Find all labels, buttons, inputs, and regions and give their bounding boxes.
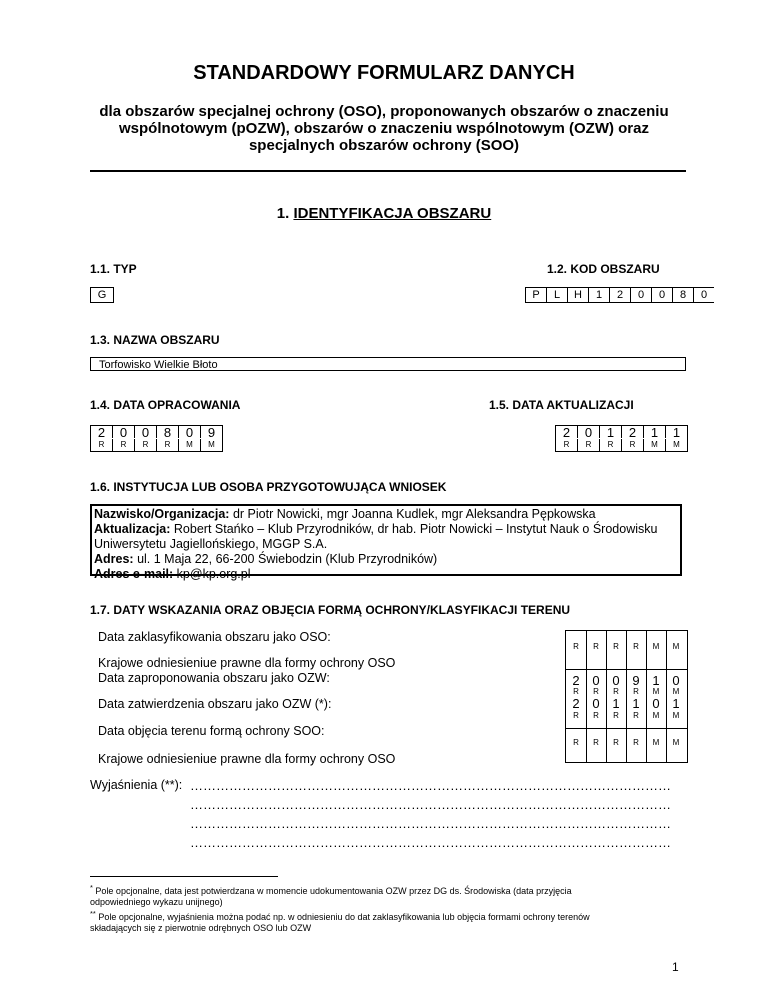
date-code: R	[593, 711, 599, 720]
date-code: M	[652, 711, 660, 720]
kod-label: 1.2. KOD OBSZARU	[547, 262, 660, 276]
kod-char: 8	[673, 288, 694, 302]
date-digit: 1	[652, 673, 660, 688]
kod-char: 0	[700, 289, 708, 301]
footnote-text: Pole opcjonalne, data jest potwierdzana w momencie udokumentowania OZW przez DG ds. Środowiska (data przyjęcia	[92, 886, 572, 896]
org-line	[94, 507, 678, 522]
date-digit: 2	[97, 425, 106, 440]
soo-codes[interactable]	[566, 738, 687, 747]
org-value: dr Piotr Nowicki, mgr Joanna Kudlek, mgr Aleksandra Pępkowska	[229, 507, 596, 521]
wyjasnienia-dots[interactable]: …………………………………………………………………………………………………	[190, 816, 671, 831]
nazwa-field[interactable]: Torfowisko Wielkie Błoto	[90, 357, 686, 371]
date-code: R	[573, 687, 579, 696]
date-code: R	[573, 738, 579, 747]
date-code: R	[156, 439, 178, 451]
grid-line	[566, 728, 687, 729]
date-digit: 0	[592, 696, 600, 711]
date-digit: 8	[156, 426, 178, 438]
footnote-2b: składających się z pierwotnie odrębnych OSO lub OZW	[90, 923, 312, 933]
date-code: M	[665, 439, 687, 451]
akt-value: Robert Stańko – Klub Przyrodników, dr hab. Piotr Nowicki – Instytut Nauk o Środowisku	[170, 522, 658, 536]
instytucja-box[interactable]	[90, 504, 682, 581]
date-code: M	[672, 711, 680, 720]
date-code: R	[134, 439, 156, 451]
date-code: M	[643, 439, 665, 451]
kod-char: P	[526, 288, 547, 302]
form-title: STANDARDOWY FORMULARZ DANYCH	[193, 62, 575, 84]
date-digit: 1	[612, 696, 620, 711]
date-digit: 0	[652, 696, 660, 711]
date-code: M	[672, 738, 680, 747]
date-code: R	[593, 642, 599, 651]
date-code: R	[633, 738, 639, 747]
date-code: R	[599, 439, 621, 451]
date-code: R	[613, 687, 619, 696]
date-code: R	[633, 642, 639, 651]
footnote-mark: **	[90, 909, 96, 918]
adres-label: Adres:	[94, 552, 134, 566]
instytucja-label: 1.6. INSTYTUCJA LUB OSOBA PRZYGOTOWUJĄCA WNIOSEK	[90, 480, 447, 494]
date-code: R	[613, 738, 619, 747]
daty-label: 1.7. DATY WSKAZANIA ORAZ OBJĘCIA FORMĄ OCHRONY/KLASYFIKACJI TERENU	[90, 603, 571, 617]
ozw-zatw-digits[interactable]	[566, 696, 687, 711]
adres-line	[94, 552, 678, 567]
date-digit: 2	[572, 673, 580, 688]
date-code: R	[573, 711, 579, 720]
email-label: Adres e-mail:	[94, 567, 174, 581]
date-code: R	[633, 687, 639, 696]
date-code: R	[633, 711, 639, 720]
wyjasnienia-dots[interactable]: …………………………………………………………………………………………………	[190, 797, 671, 812]
kod-field[interactable]	[525, 287, 714, 303]
kod-char: L	[547, 288, 568, 302]
date-digit: 9	[632, 673, 640, 688]
date-code: R	[112, 439, 134, 451]
wyjasnienia-label: Wyjaśnienia (**):	[90, 778, 183, 792]
section-title: IDENTYFIKACJA OBSZARU	[293, 205, 492, 222]
data-opracowania-field[interactable]	[90, 425, 223, 452]
date-code: M	[652, 738, 660, 747]
date-code: R	[573, 642, 579, 651]
date-digit: 9	[200, 426, 222, 438]
daty-row-label: Krajowe odniesieniue prawne dla formy ochrony OSO	[98, 752, 396, 766]
page-number: 1	[672, 960, 679, 974]
ozw-prop-codes	[566, 687, 687, 696]
date-digit: 1	[665, 426, 687, 438]
date-code: M	[200, 439, 222, 451]
kod-char: 1	[589, 288, 610, 302]
akt-line-2: Uniwersytetu Jagiellońskiego, MGGP S.A.	[94, 537, 328, 551]
date-code: M	[672, 642, 680, 651]
date-code: R	[621, 439, 643, 451]
kod-char: 0	[652, 288, 673, 302]
form-subtitle	[80, 103, 688, 154]
date-code: R	[577, 439, 599, 451]
kod-char: 2	[610, 288, 631, 302]
typ-label: 1.1. TYP	[90, 262, 137, 276]
date-code: R	[593, 738, 599, 747]
date-code: R	[98, 440, 105, 449]
date-digit: 0	[134, 426, 156, 438]
footnote-1	[90, 882, 690, 897]
date-code: R	[613, 642, 619, 651]
wyjasnienia-dots[interactable]: …………………………………………………………………………………………………	[190, 778, 671, 793]
data-aktualizacji-label: 1.5. DATA AKTUALIZACJI	[489, 398, 634, 412]
date-digit: 2	[562, 425, 571, 440]
section-heading	[0, 205, 768, 222]
subtitle-line: specjalnych obszarów ochrony (SOO)	[248, 137, 520, 154]
subtitle-line: wspólnotowym (pOZW), obszarów o znaczeniu wspólnotowym (OZW) oraz	[119, 120, 649, 137]
typ-field[interactable]: G	[90, 287, 114, 303]
grid-line	[566, 669, 687, 670]
date-code: M	[672, 687, 680, 696]
daty-row-label: Data zaklasyfikowania obszaru jako OSO:	[98, 630, 331, 644]
date-digit: 0	[612, 673, 620, 688]
footnote-1b: odpowiedniego wykazu unijnego)	[90, 897, 223, 907]
email-value: kp@kp.org.pl	[173, 567, 251, 581]
akt-label: Aktualizacja:	[94, 522, 171, 536]
footnote-text: Pole opcjonalne, wyjaśnienia można podać np. w odniesieniu do dat zaklasyfikowania lub objęcia formami ochrony terenów	[95, 912, 590, 922]
subtitle-line: dla obszarów specjalnej ochrony (OSO), proponowanych obszarów o znaczeniu	[99, 103, 669, 120]
date-digit: 2	[572, 696, 580, 711]
footnote-divider	[90, 876, 278, 877]
date-code: R	[613, 711, 619, 720]
footnote-mark: *	[90, 883, 93, 892]
date-code: M	[652, 642, 660, 651]
date-code: R	[593, 687, 599, 696]
date-digit: 2	[621, 426, 643, 438]
data-aktualizacji-field[interactable]	[555, 425, 688, 452]
date-digit: 0	[592, 673, 600, 688]
org-label: Nazwisko/Organizacja:	[94, 507, 230, 521]
email-line	[94, 567, 678, 582]
kod-char: 0	[631, 288, 652, 302]
adres-value: ul. 1 Maja 22, 66-200 Świebodzin (Klub Przyrodników)	[133, 552, 438, 566]
daty-row-label: Data zaproponowania obszaru jako OZW:	[98, 671, 330, 685]
date-digit: 0	[577, 426, 599, 438]
daty-row-label: Krajowe odniesieniue prawne dla formy ochrony OSO	[98, 656, 396, 670]
footnote-2	[90, 908, 690, 923]
akt-line	[94, 522, 678, 537]
date-digit: 1	[632, 696, 640, 711]
oso-codes[interactable]	[566, 642, 687, 651]
date-code: R	[563, 440, 570, 449]
date-code: M	[652, 687, 660, 696]
nazwa-label: 1.3. NAZWA OBSZARU	[90, 333, 220, 347]
date-digit: 0	[672, 673, 680, 688]
date-digit: 0	[112, 426, 134, 438]
date-code: M	[178, 439, 200, 451]
ozw-zatw-codes	[566, 711, 687, 720]
date-digit: 1	[643, 426, 665, 438]
daty-row-label: Data objęcia terenu formą ochrony SOO:	[98, 724, 325, 738]
ozw-prop-digits[interactable]	[566, 673, 687, 688]
header-divider	[90, 170, 686, 172]
date-digit: 1	[599, 426, 621, 438]
section-number: 1.	[276, 205, 290, 222]
kod-char: H	[568, 288, 589, 302]
date-digit: 0	[178, 426, 200, 438]
footnotes	[90, 882, 690, 934]
wyjasnienia-dots[interactable]: …………………………………………………………………………………………………	[190, 835, 671, 850]
daty-grid	[565, 630, 688, 763]
daty-row-label: Data zatwierdzenia obszaru jako OZW (*):	[98, 697, 332, 711]
data-opracowania-label: 1.4. DATA OPRACOWANIA	[90, 398, 241, 412]
date-digit: 1	[672, 696, 680, 711]
